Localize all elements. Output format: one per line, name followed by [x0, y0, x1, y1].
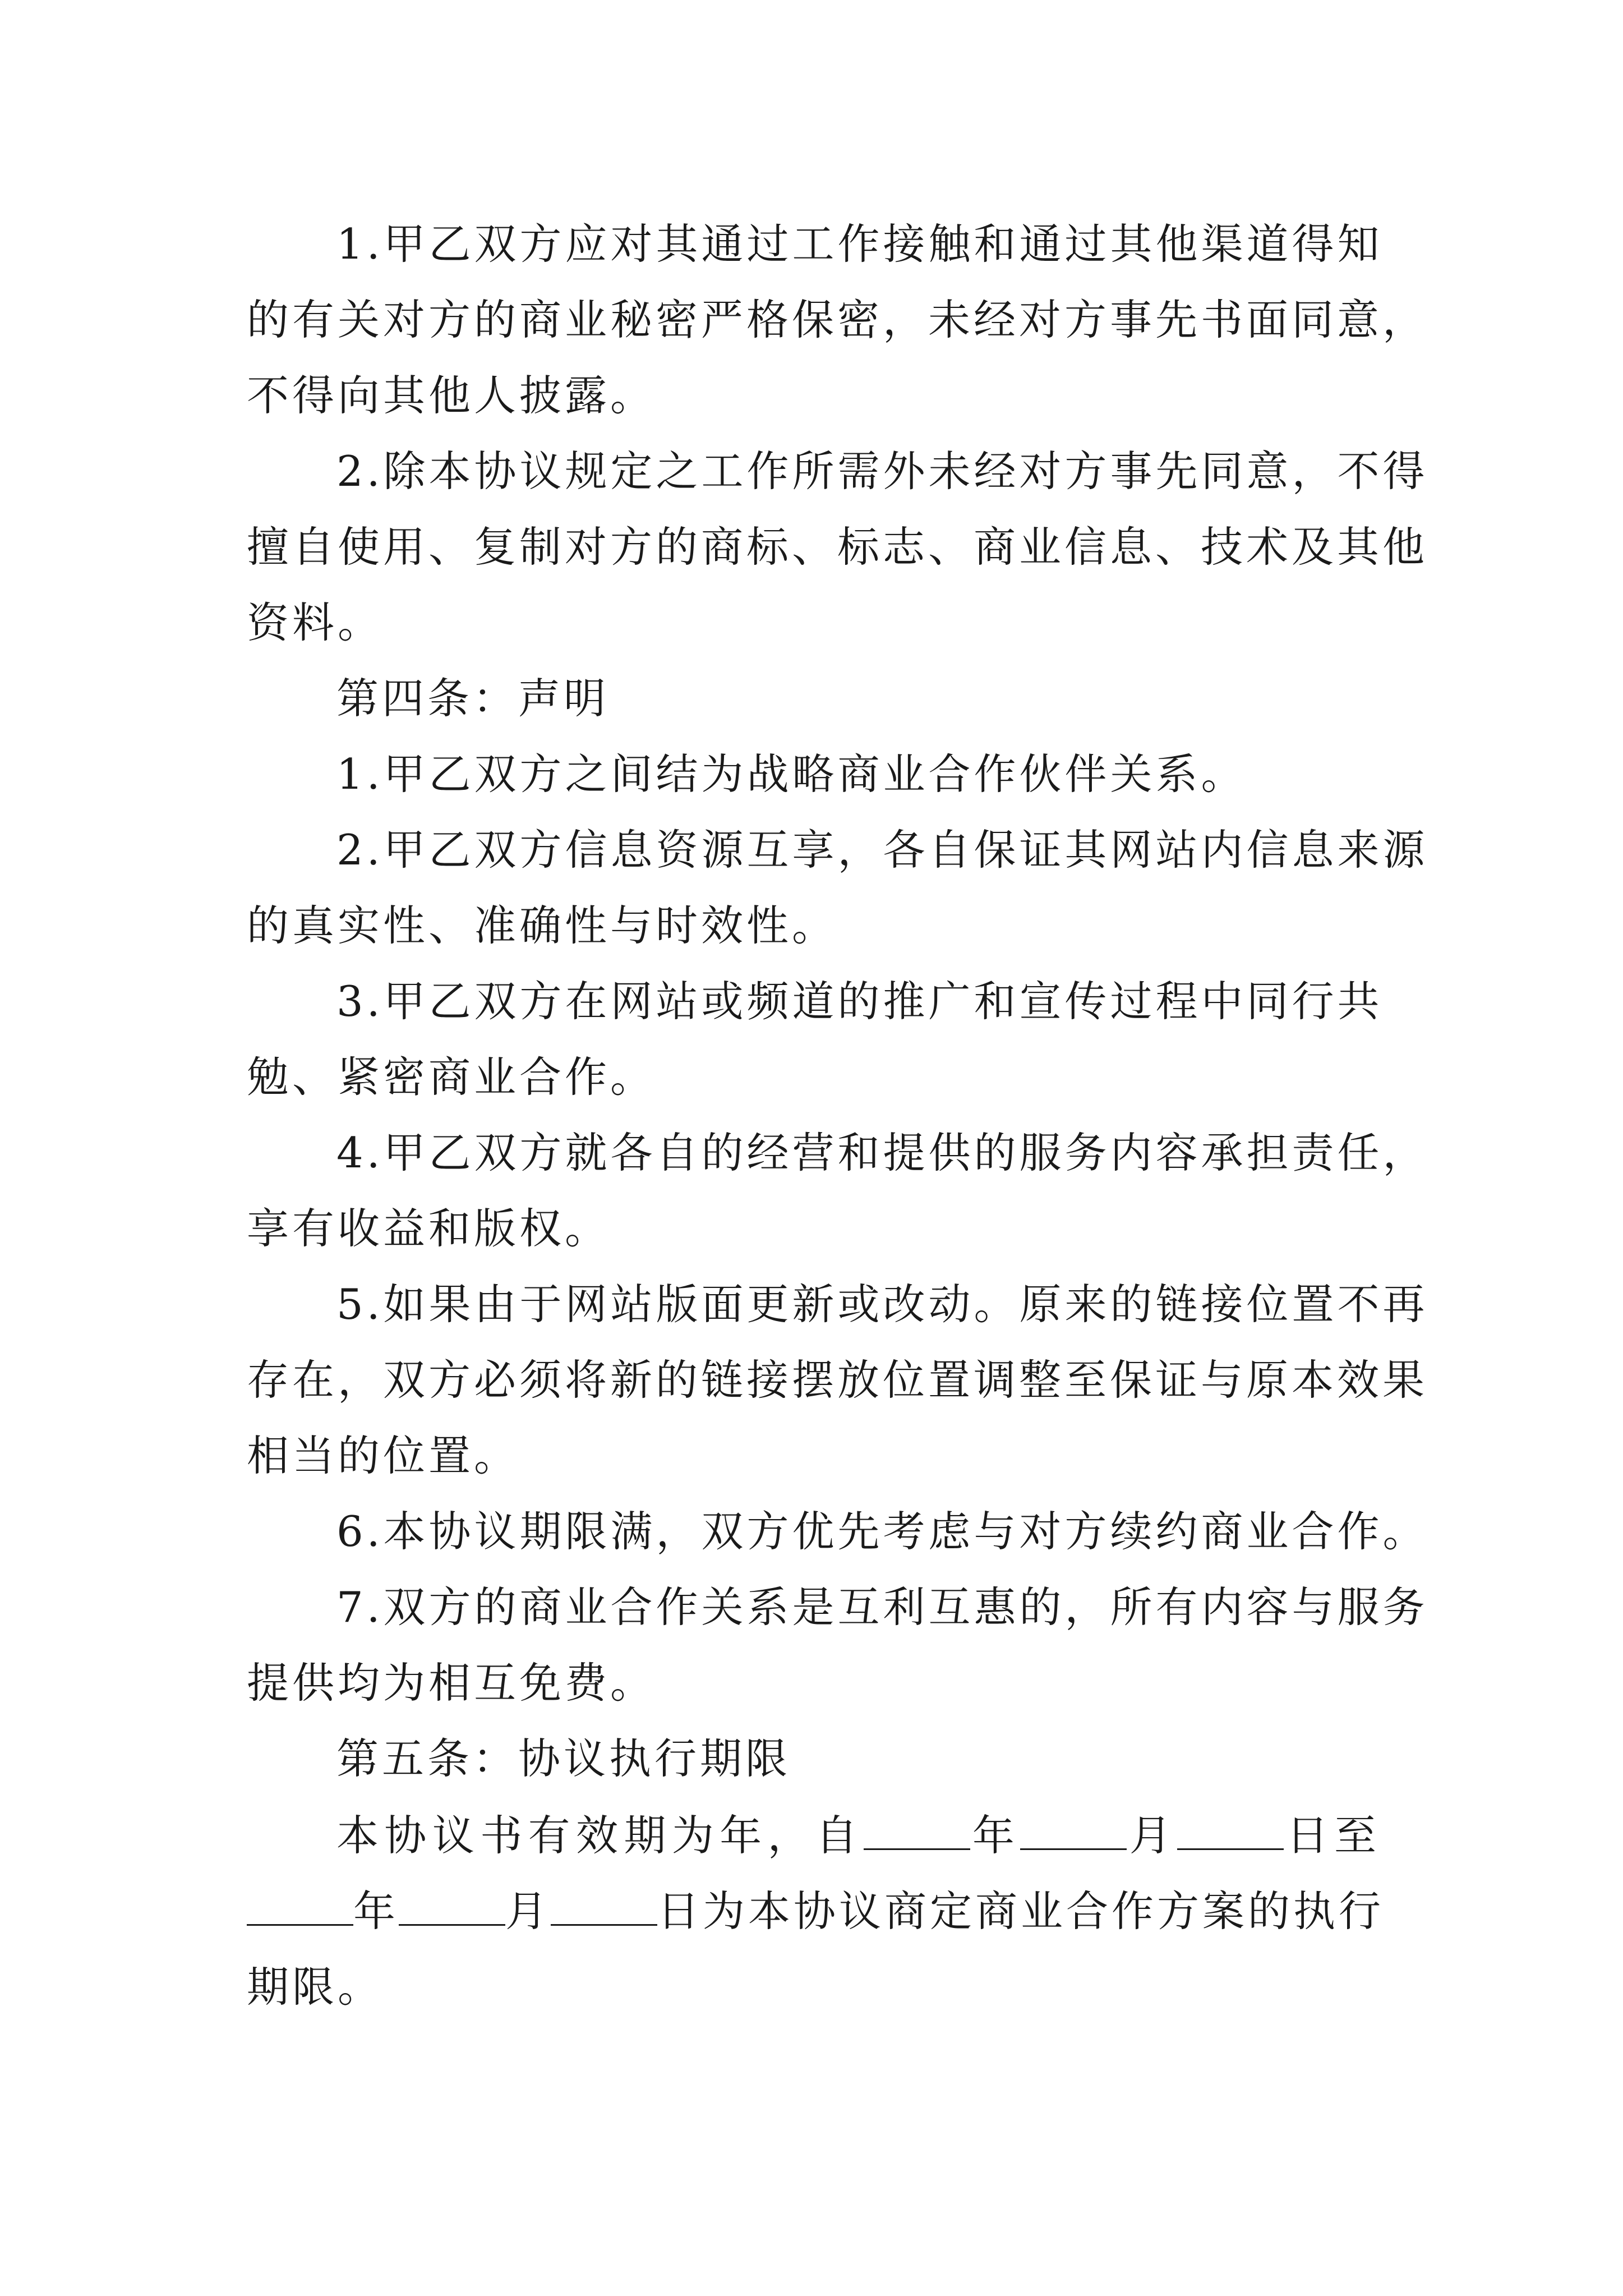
term-line-2 [247, 1883, 1385, 1939]
text-line: 1.甲乙双方应对其通过工作接触和通过其他渠道得知 [336, 219, 1383, 269]
blank-field [247, 1890, 353, 1926]
text-line: 第五条：协议执行期限 [336, 1734, 791, 1783]
day-to-label: 日至 [1284, 1811, 1380, 1860]
text-line: 2.甲乙双方信息资源互享，各自保证其网站内信息来源 [336, 825, 1428, 875]
text-line: 资料。 [247, 598, 384, 647]
month-label: 月 [505, 1887, 551, 1936]
text-line: 7.双方的商业合作关系是互利互惠的，所有内容与服务 [336, 1582, 1428, 1632]
month-label: 月 [1127, 1811, 1178, 1860]
text-line: 的真实性、准确性与时效性。 [247, 901, 838, 950]
year-label: 年 [970, 1811, 1021, 1860]
text-line: 不得向其他人披露。 [247, 371, 656, 420]
text-line: 2.除本协议规定之工作所需外未经对方事先同意，不得 [336, 447, 1428, 496]
blank-field [1177, 1815, 1284, 1850]
text-line: 5.如果由于网站版面更新或改动。原来的链接位置不再 [336, 1280, 1428, 1329]
term-prefix: 本协议书有效期为年，自 [336, 1811, 864, 1860]
text-line: 享有收益和版权。 [247, 1204, 611, 1253]
text-line: 的有关对方的商业秘密严格保密，未经对方事先书面同意， [247, 295, 1428, 344]
text-line: 4.甲乙双方就各自的经营和提供的服务内容承担责任， [336, 1128, 1428, 1177]
term-line-1 [336, 1807, 1380, 1864]
text-line: 相当的位置。 [247, 1431, 520, 1480]
text-line: 擅自使用、复制对方的商标、标志、商业信息、技术及其他 [247, 522, 1428, 572]
term-tail: 日为本协议商定商业合作方案的执行 [657, 1887, 1385, 1936]
text-line: 勉、紧密商业合作。 [247, 1052, 656, 1102]
blank-field [399, 1890, 505, 1926]
year-label: 年 [353, 1887, 399, 1936]
text-line: 6.本协议期限满，双方优先考虑与对方续约商业合作。 [336, 1507, 1428, 1556]
blank-field [1020, 1815, 1127, 1850]
text-line: 第四条：声明 [336, 674, 610, 723]
blank-field [551, 1890, 657, 1926]
blank-field [864, 1815, 970, 1850]
text-line: 3.甲乙双方在网站或频道的推广和宣传过程中同行共 [336, 977, 1383, 1026]
text-line: 提供均为相互免费。 [247, 1658, 656, 1708]
term-line-3: 期限。 [247, 1962, 384, 2012]
text-line: 存在，双方必须将新的链接摆放位置调整至保证与原本效果 [247, 1355, 1428, 1405]
text-line: 1.甲乙双方之间结为战略商业合作伙伴关系。 [336, 749, 1247, 799]
